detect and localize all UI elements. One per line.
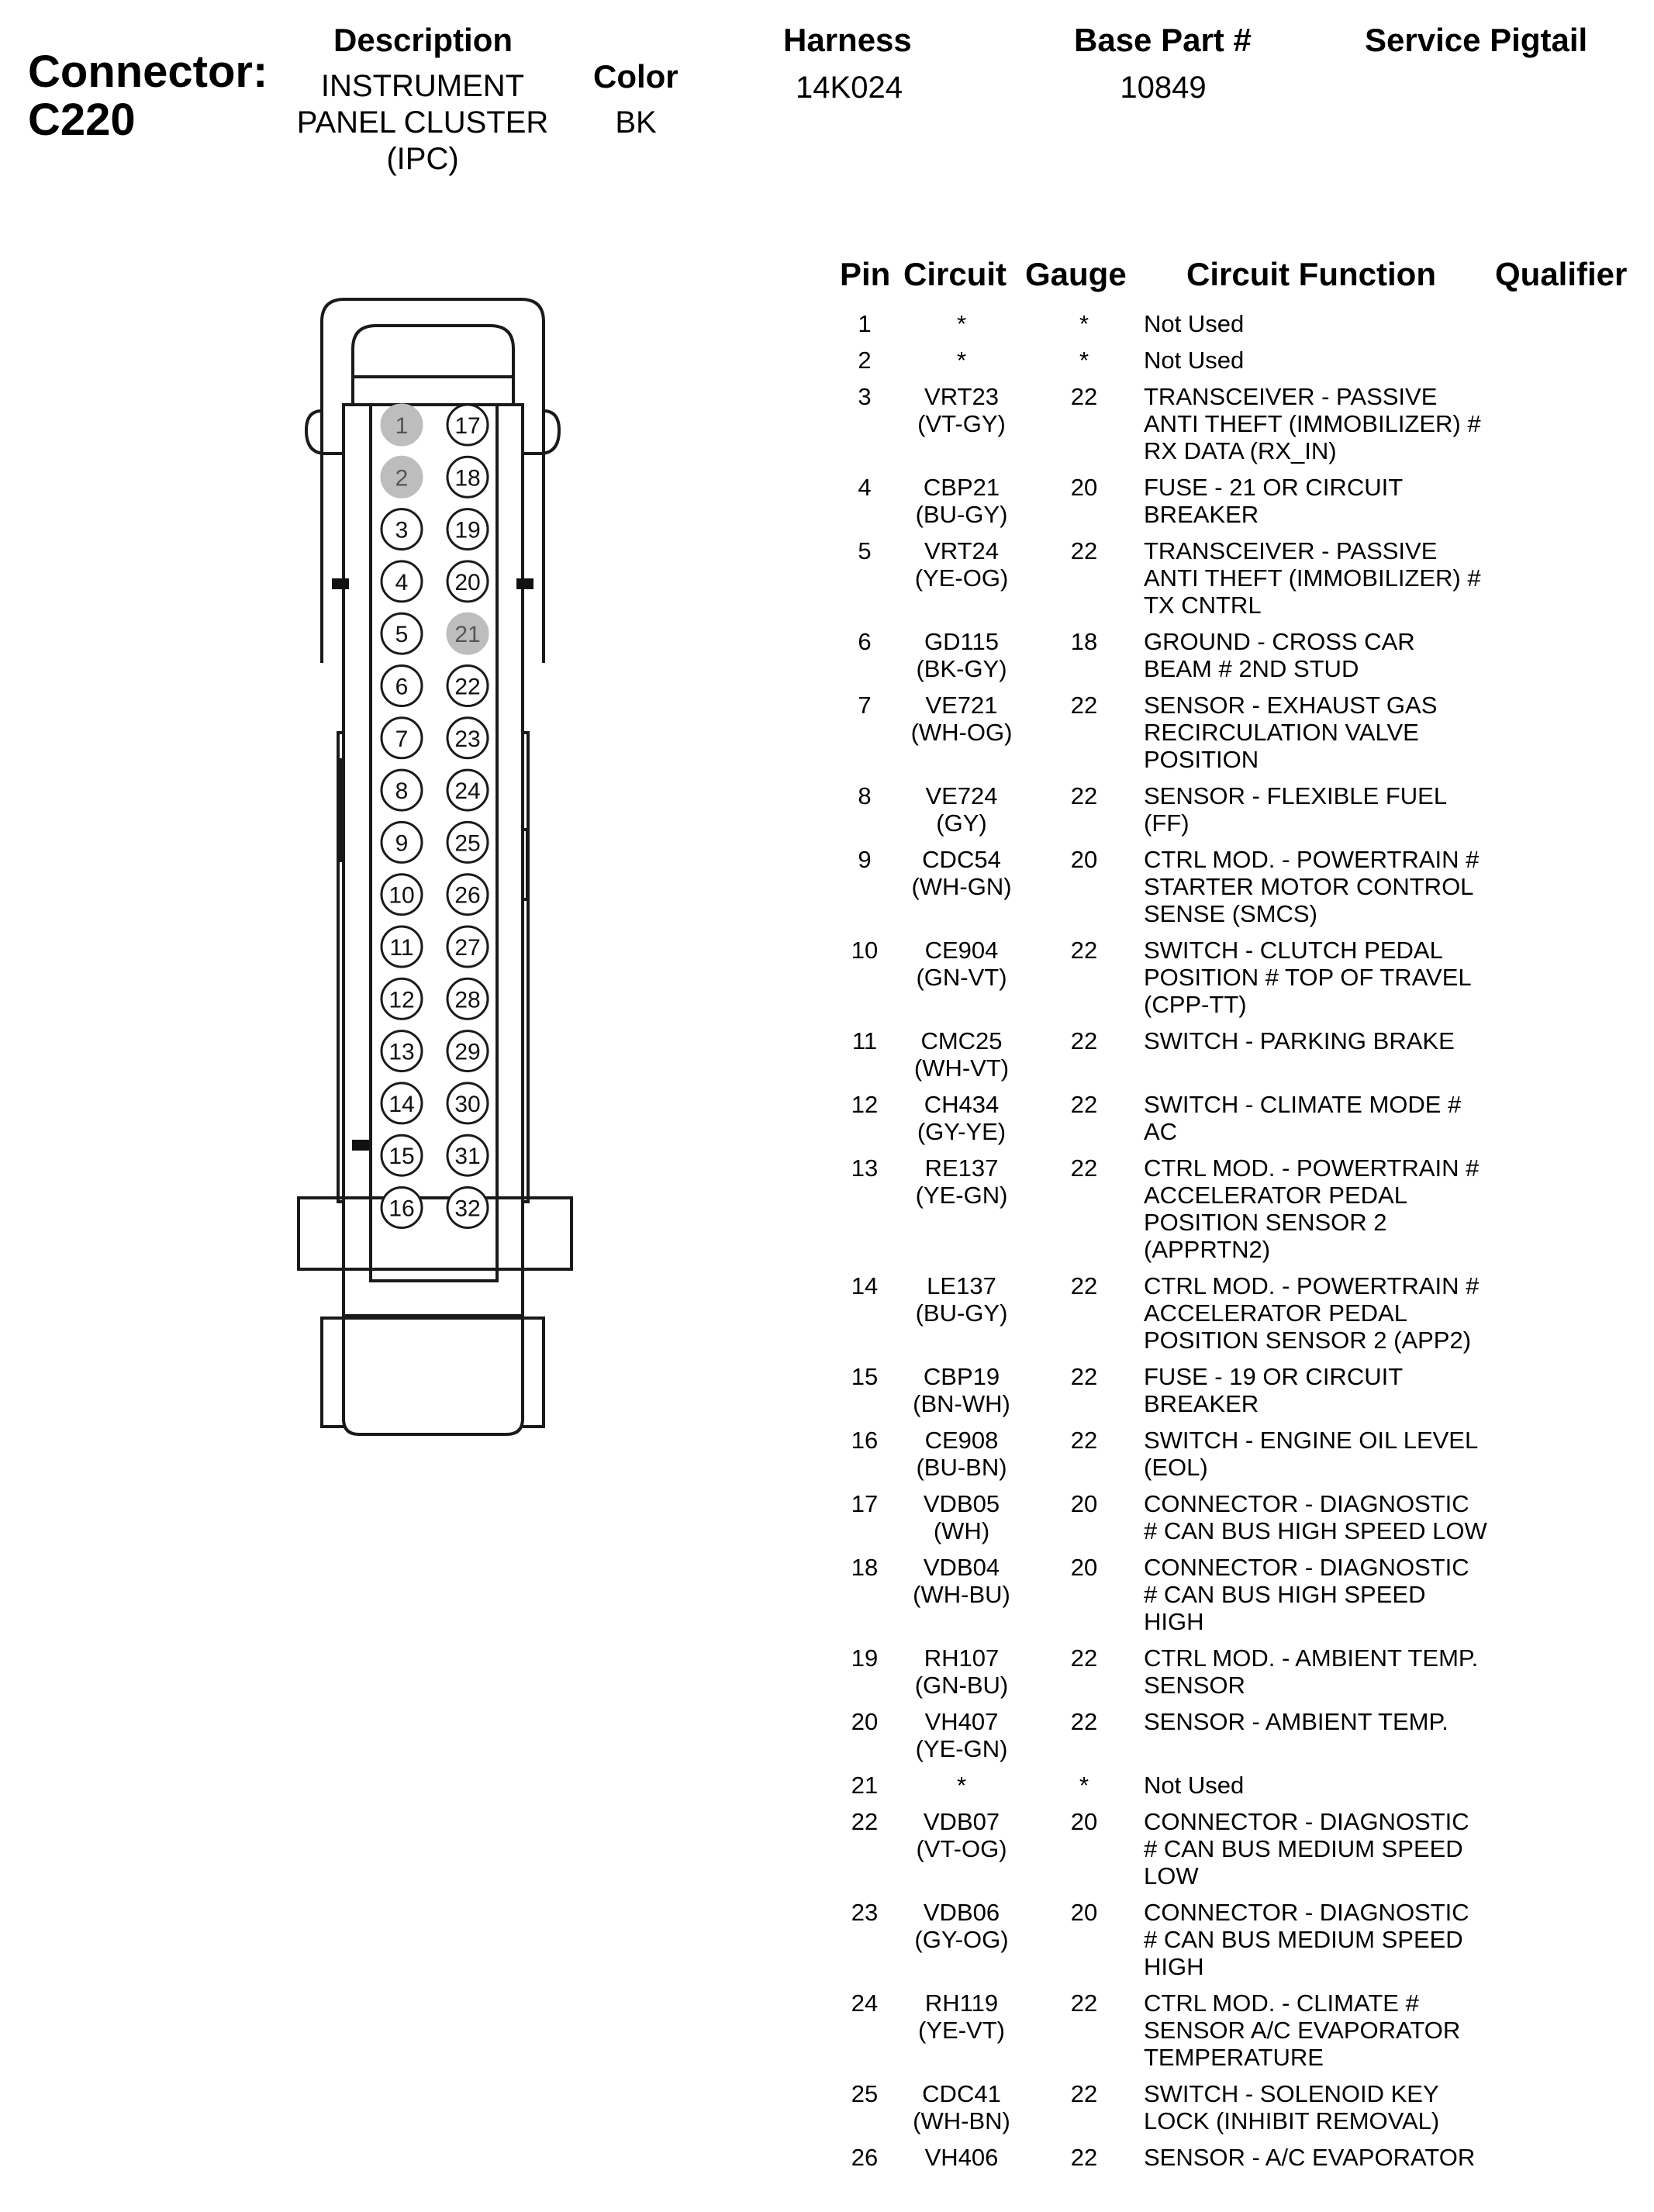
circuit-cell xyxy=(884,474,1039,528)
circuit-cell xyxy=(884,1490,1039,1544)
gauge-value: 22 xyxy=(1070,1708,1098,1735)
circuit-function: TRANSCEIVER - PASSIVE ANTI THEFT (IMMOBILIZER) # TX CNTRL xyxy=(1144,537,1481,619)
lock-tab xyxy=(352,1140,369,1151)
circuit-code: * xyxy=(956,310,967,337)
pin-number: 17 xyxy=(851,1490,879,1517)
pin-number: 14 xyxy=(851,1272,879,1299)
pin-cavity xyxy=(447,1188,488,1228)
circuit-function: SWITCH - CLIMATE MODE # AC xyxy=(1144,1091,1462,1145)
pin-circle-label: 32 xyxy=(454,1196,481,1222)
circuit-cell xyxy=(884,1154,1039,1209)
pin-cavity xyxy=(382,509,422,550)
pin-number: 7 xyxy=(858,692,872,719)
wire-color: (YE-VT) xyxy=(918,2017,1005,2044)
gauge-value: * xyxy=(1079,310,1089,337)
wire-color: (WH-OG) xyxy=(910,719,1013,746)
pin-circle-label: 14 xyxy=(388,1091,415,1117)
pin-cavity xyxy=(382,457,422,497)
pin-cavity xyxy=(447,875,488,915)
pin-cavity xyxy=(447,509,488,550)
pin-number: 23 xyxy=(851,1899,879,1926)
pin-circle-label: 3 xyxy=(395,517,409,544)
circuit-function: SWITCH - SOLENOID KEY LOCK (INHIBIT REMOVAL) xyxy=(1144,2080,1440,2134)
description-value xyxy=(275,68,570,178)
connector-id: C220 xyxy=(28,95,136,145)
gauge-value: 22 xyxy=(1070,383,1098,410)
pin-number: 4 xyxy=(858,474,872,501)
pin-cavity xyxy=(447,1135,488,1175)
circuit-cell xyxy=(884,628,1039,682)
wire-color: (GN-VT) xyxy=(916,964,1007,991)
wire-color: (GY-OG) xyxy=(914,1926,1009,1953)
wire-color: (VT-GY) xyxy=(917,410,1006,437)
pin-number: 13 xyxy=(851,1154,879,1182)
pin-circle-label: 21 xyxy=(454,622,481,648)
circuit-cell xyxy=(884,347,1039,374)
pin-cavity xyxy=(447,613,488,654)
wire-color: (YE-GN) xyxy=(915,1735,1008,1762)
circuit-code: CDC41 xyxy=(922,2080,1001,2107)
pin-number: 12 xyxy=(851,1091,879,1118)
circuit-cell xyxy=(884,1808,1039,1862)
circuit-cell xyxy=(884,1272,1039,1327)
pin-circle-label: 13 xyxy=(388,1039,415,1065)
circuit-code: RH107 xyxy=(924,1644,1000,1672)
pin-cavity xyxy=(382,561,422,602)
circuit-function: SWITCH - ENGINE OIL LEVEL (EOL) xyxy=(1144,1427,1479,1481)
circuit-code: VRT24 xyxy=(924,537,999,564)
col-header-gauge: Gauge xyxy=(1025,256,1127,292)
gauge-value: 22 xyxy=(1070,1427,1098,1454)
circuit-code: VH406 xyxy=(924,2144,999,2171)
pin-number: 15 xyxy=(851,1363,879,1390)
circuit-cell xyxy=(884,692,1039,746)
wire-color: (WH) xyxy=(933,1517,990,1544)
description-line: PANEL CLUSTER xyxy=(296,105,549,140)
pin-number: 3 xyxy=(858,383,872,410)
pin-number: 22 xyxy=(851,1808,879,1835)
circuit-cell xyxy=(884,383,1039,437)
pin-number: 9 xyxy=(858,846,872,873)
circuit-cell xyxy=(884,1989,1039,2044)
circuit-cell xyxy=(884,1554,1039,1608)
wire-color: (WH-BU) xyxy=(913,1581,1010,1608)
pin-cavity xyxy=(382,405,422,445)
wire-color: (YE-OG) xyxy=(914,564,1009,592)
color-title: Color xyxy=(593,58,679,95)
gauge-value: 22 xyxy=(1070,537,1098,564)
circuit-code: LE137 xyxy=(927,1272,996,1299)
circuit-function: CTRL MOD. - CLIMATE # SENSOR A/C EVAPORATOR TEMPERATURE xyxy=(1144,1989,1461,2071)
pin-number: 18 xyxy=(851,1554,879,1581)
wire-color: (GY-YE) xyxy=(917,1118,1007,1145)
pin-number: 10 xyxy=(851,937,879,964)
harness-value: 14K024 xyxy=(796,71,903,105)
pin-cavity xyxy=(382,613,422,654)
circuit-function: TRANSCEIVER - PASSIVE ANTI THEFT (IMMOBILIZER) # RX DATA (RX_IN) xyxy=(1144,383,1481,464)
circuit-cell xyxy=(884,1091,1039,1145)
circuit-code: GD115 xyxy=(924,628,999,655)
circuit-function: SWITCH - CLUTCH PEDAL POSITION # TOP OF TRAVEL (CPP-TT) xyxy=(1144,937,1472,1018)
circuit-code: VH407 xyxy=(924,1708,999,1735)
circuit-function: SENSOR - AMBIENT TEMP. xyxy=(1144,1708,1449,1735)
circuit-function: CONNECTOR - DIAGNOSTIC # CAN BUS MEDIUM SPEED HIGH xyxy=(1144,1899,1469,1980)
circuit-code: VE724 xyxy=(925,782,998,809)
gauge-value: 20 xyxy=(1070,1899,1098,1926)
pin-cavity xyxy=(382,770,422,810)
pin-cavity xyxy=(447,1031,488,1071)
pin-circle-label: 31 xyxy=(454,1144,481,1170)
gauge-value: 22 xyxy=(1070,2080,1098,2107)
circuit-cell xyxy=(884,1708,1039,1762)
circuit-cell xyxy=(884,2144,1039,2171)
circuit-cell xyxy=(884,1027,1039,1082)
gauge-value: 20 xyxy=(1070,1490,1098,1517)
circuit-function: SENSOR - FLEXIBLE FUEL (FF) xyxy=(1144,782,1448,837)
wire-color: (YE-GN) xyxy=(915,1182,1008,1209)
pin-cavity xyxy=(382,875,422,915)
pin-cavity xyxy=(382,1083,422,1123)
gauge-value: 20 xyxy=(1070,474,1098,501)
circuit-cell xyxy=(884,846,1039,900)
circuit-cell xyxy=(884,937,1039,991)
pin-cavity xyxy=(447,927,488,967)
pin-circle-label: 5 xyxy=(395,622,409,648)
pin-circle-label: 25 xyxy=(454,830,481,857)
pin-number: 21 xyxy=(851,1772,879,1799)
pin-number: 24 xyxy=(851,1989,879,2017)
gauge-value: 18 xyxy=(1070,628,1098,655)
circuit-cell xyxy=(884,1899,1039,1953)
circuit-code: CBP19 xyxy=(923,1363,1000,1390)
pin-number: 5 xyxy=(858,537,872,564)
wire-color: (WH-VT) xyxy=(913,1054,1010,1082)
wire-color: (BU-BN) xyxy=(916,1454,1007,1481)
pin-cavity xyxy=(447,770,488,810)
pin-circle-label: 1 xyxy=(395,413,409,439)
description-line: (IPC) xyxy=(386,142,459,176)
circuit-code: VDB06 xyxy=(923,1899,1000,1926)
gauge-value: 22 xyxy=(1070,1154,1098,1182)
pin-circle-label: 19 xyxy=(454,517,481,544)
gauge-value: 20 xyxy=(1070,846,1098,873)
gauge-value: 22 xyxy=(1070,937,1098,964)
wire-color: (WH-GN) xyxy=(911,873,1012,900)
pin-cavity xyxy=(382,1031,422,1071)
gauge-value: * xyxy=(1079,1772,1089,1799)
pin-circle-label: 27 xyxy=(454,935,481,961)
circuit-code: CBP21 xyxy=(923,474,1000,501)
gauge-value: 22 xyxy=(1070,1363,1098,1390)
col-header-circuit: Circuit xyxy=(903,256,1007,292)
pin-circle-label: 2 xyxy=(395,465,409,492)
gauge-value: 20 xyxy=(1070,1554,1098,1581)
circuit-cell xyxy=(884,1427,1039,1481)
base-part-value: 10849 xyxy=(1120,71,1207,105)
pin-circle-label: 6 xyxy=(395,674,409,700)
pin-cavity xyxy=(447,457,488,497)
circuit-code: * xyxy=(956,347,967,374)
pin-circle-label: 9 xyxy=(395,830,409,857)
circuit-function: CONNECTOR - DIAGNOSTIC # CAN BUS HIGH SPEED LOW xyxy=(1144,1490,1487,1544)
pin-number: 8 xyxy=(858,782,872,809)
gauge-value: 22 xyxy=(1070,1644,1098,1672)
pin-circle-label: 20 xyxy=(454,569,481,595)
circuit-cell xyxy=(884,310,1039,337)
pin-cavity xyxy=(447,561,488,602)
pin-cavity xyxy=(382,978,422,1019)
pin-circle-label: 12 xyxy=(388,987,415,1013)
circuit-function: Not Used xyxy=(1144,1772,1245,1799)
pin-number: 26 xyxy=(851,2144,879,2171)
circuit-function: Not Used xyxy=(1144,347,1245,374)
circuit-cell xyxy=(884,1772,1039,1799)
pin-circle-label: 30 xyxy=(454,1091,481,1117)
gauge-value: * xyxy=(1079,347,1089,374)
wire-color: (GN-BU) xyxy=(914,1672,1009,1699)
pin-number: 25 xyxy=(851,2080,879,2107)
circuit-code: CE904 xyxy=(924,937,999,964)
description-title: Description xyxy=(333,22,513,58)
circuit-cell xyxy=(884,782,1039,837)
pin-circle-label: 10 xyxy=(388,882,415,909)
circuit-code: CH434 xyxy=(924,1091,1000,1118)
pin-circle-label: 29 xyxy=(454,1039,481,1065)
circuit-code: VE721 xyxy=(925,692,998,719)
circuit-function: GROUND - CROSS CAR BEAM # 2ND STUD xyxy=(1144,628,1415,682)
connector-housing xyxy=(299,299,571,1434)
circuit-code: CE908 xyxy=(924,1427,999,1454)
pin-circle-label: 28 xyxy=(454,987,481,1013)
gauge-value: 22 xyxy=(1070,2144,1098,2171)
pin-circle-label: 15 xyxy=(388,1144,415,1170)
circuit-function: CTRL MOD. - POWERTRAIN # STARTER MOTOR CONTROL SENSE (SMCS) xyxy=(1144,846,1480,927)
circuit-cell xyxy=(884,537,1039,592)
pin-cavity xyxy=(447,405,488,445)
pin-circle-label: 26 xyxy=(454,882,481,909)
circuit-code: CMC25 xyxy=(920,1027,1003,1054)
circuit-code: RE137 xyxy=(924,1154,999,1182)
pin-cavity xyxy=(447,822,488,862)
circuit-function: SENSOR - EXHAUST GAS RECIRCULATION VALVE POSITION xyxy=(1144,692,1438,773)
wire-color: (VT-OG) xyxy=(916,1835,1007,1862)
circuit-code: VDB04 xyxy=(923,1554,1000,1581)
circuit-function: CTRL MOD. - POWERTRAIN # ACCELERATOR PEDAL POSITION SENSOR 2 (APP2) xyxy=(1144,1272,1480,1354)
circuit-code: * xyxy=(956,1772,967,1799)
wire-color: (BU-GY) xyxy=(915,501,1008,528)
circuit-cell xyxy=(884,1644,1039,1699)
pin-cavity xyxy=(447,1083,488,1123)
pin-cavity xyxy=(447,718,488,758)
pin-cavity xyxy=(382,927,422,967)
pin-number: 11 xyxy=(851,1027,878,1054)
pin-cavity xyxy=(447,666,488,706)
circuit-code: VDB05 xyxy=(923,1490,1000,1517)
pin-number: 6 xyxy=(858,628,872,655)
circuit-code: CDC54 xyxy=(922,846,1001,873)
connector-face-diagram xyxy=(287,287,582,1450)
gauge-value: 22 xyxy=(1070,782,1098,809)
gauge-value: 22 xyxy=(1070,1272,1098,1299)
pin-number: 20 xyxy=(851,1708,879,1735)
harness-title: Harness xyxy=(783,22,912,58)
pin-cavity xyxy=(382,1188,422,1228)
lock-tabs xyxy=(332,578,533,1151)
pin-circle-label: 24 xyxy=(454,778,481,805)
col-header-qualifier: Qualifier xyxy=(1495,256,1628,292)
circuit-function: SWITCH - PARKING BRAKE xyxy=(1144,1027,1455,1054)
lock-tab xyxy=(516,578,533,589)
circuit-function: CTRL MOD. - AMBIENT TEMP. SENSOR xyxy=(1144,1644,1479,1699)
pin-circle-label: 18 xyxy=(454,465,481,492)
circuit-function: SENSOR - A/C EVAPORATOR xyxy=(1144,2144,1476,2171)
pin-number: 19 xyxy=(851,1644,879,1672)
gauge-value: 22 xyxy=(1070,1989,1098,2017)
circuit-function: CONNECTOR - DIAGNOSTIC # CAN BUS MEDIUM SPEED LOW xyxy=(1144,1808,1469,1889)
lock-tab xyxy=(332,578,349,589)
circuit-function: Not Used xyxy=(1144,310,1245,337)
circuit-cell xyxy=(884,2080,1039,2134)
col-header-function: Circuit Function xyxy=(1186,256,1436,292)
pin-circle-label: 11 xyxy=(389,935,414,961)
wire-color: (BU-GY) xyxy=(915,1299,1008,1327)
connector-label: Connector: xyxy=(28,47,268,97)
description-line: INSTRUMENT xyxy=(320,69,525,103)
pin-circle-label: 22 xyxy=(454,674,481,700)
pin-circle-label: 17 xyxy=(454,413,481,439)
wire-color: (GY) xyxy=(936,809,987,837)
wire-color: (WH-BN) xyxy=(913,2107,1010,2134)
wire-color: (BK-GY) xyxy=(916,655,1007,682)
pin-cavities xyxy=(382,405,488,1228)
pin-circle-label: 8 xyxy=(395,778,409,805)
service-pigtail-title: Service Pigtail xyxy=(1365,22,1588,58)
pin-cavity xyxy=(382,718,422,758)
pin-cavity xyxy=(447,978,488,1019)
pin-cavity xyxy=(382,666,422,706)
circuit-function: FUSE - 21 OR CIRCUIT BREAKER xyxy=(1144,474,1404,528)
circuit-function: CTRL MOD. - POWERTRAIN # ACCELERATOR PEDAL POSITION SENSOR 2 (APPRTN2) xyxy=(1144,1154,1480,1263)
base-part-title: Base Part # xyxy=(1074,22,1252,58)
circuit-function: FUSE - 19 OR CIRCUIT BREAKER xyxy=(1144,1363,1404,1417)
circuit-code: RH119 xyxy=(924,1989,999,2017)
circuit-function: CONNECTOR - DIAGNOSTIC # CAN BUS HIGH SPEED HIGH xyxy=(1144,1554,1469,1635)
col-header-pin: Pin xyxy=(840,256,891,292)
color-value: BK xyxy=(615,105,657,140)
circuit-cell xyxy=(884,1363,1039,1417)
pin-circle-label: 4 xyxy=(395,569,409,595)
pin-circle-label: 16 xyxy=(388,1196,415,1222)
gauge-value: 22 xyxy=(1070,692,1098,719)
pin-number: 16 xyxy=(851,1427,879,1454)
gauge-value: 22 xyxy=(1070,1091,1098,1118)
wire-color: (BN-WH) xyxy=(913,1390,1010,1417)
pin-cavity xyxy=(382,1135,422,1175)
pin-number: 2 xyxy=(858,347,872,374)
pin-cavity xyxy=(382,822,422,862)
pin-circle-label: 7 xyxy=(395,726,409,752)
circuit-code: VDB07 xyxy=(923,1808,1000,1835)
pin-number: 1 xyxy=(858,310,872,337)
gauge-value: 22 xyxy=(1070,1027,1098,1054)
circuit-code: VRT23 xyxy=(924,383,999,410)
gauge-value: 20 xyxy=(1070,1808,1098,1835)
pin-circle-label: 23 xyxy=(454,726,481,752)
